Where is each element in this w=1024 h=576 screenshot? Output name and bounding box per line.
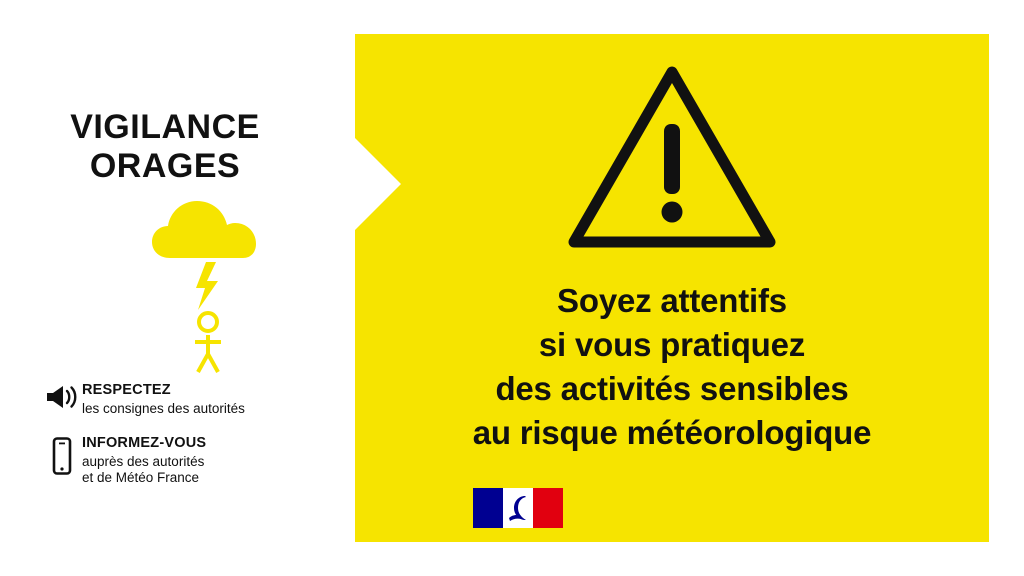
advice-list [42, 382, 342, 505]
advice-item-informez-vous [42, 435, 342, 487]
french-republic-marianne-flag-logo [473, 488, 563, 528]
title-line-2: ORAGES [89, 147, 241, 186]
alert-message-line-4: au risque météorologique [472, 413, 872, 451]
alert-message [473, 279, 872, 455]
advice-detail-line-2: et de Météo France [82, 470, 200, 486]
mobile-phone-icon [42, 435, 82, 475]
advice-detail-line-1: auprès des autorités [82, 453, 205, 469]
warning-triangle-exclamation-icon [567, 62, 777, 257]
megaphone-icon [42, 382, 82, 410]
alert-panel-content [355, 34, 989, 542]
advice-item-respectez [42, 382, 342, 417]
storm-cloud-lightning-person-pictogram [150, 196, 270, 376]
left-panel [0, 0, 360, 576]
advice-detail: les consignes des autorités [82, 400, 245, 416]
advice-heading: INFORMEZ-VOUS [82, 435, 207, 452]
page-title [0, 108, 330, 186]
title-line-1: VIGILANCE [70, 108, 260, 146]
alert-message-line-1: Soyez attentifs [557, 282, 787, 319]
alert-panel [355, 34, 989, 542]
advice-text-respectez [82, 382, 245, 417]
advice-heading: RESPECTEZ [82, 382, 171, 398]
alert-message-line-3: des activités sensibles [495, 369, 849, 407]
advice-text-informez-vous [82, 435, 206, 487]
alert-message-line-2: si vous pratiquez [538, 325, 806, 363]
